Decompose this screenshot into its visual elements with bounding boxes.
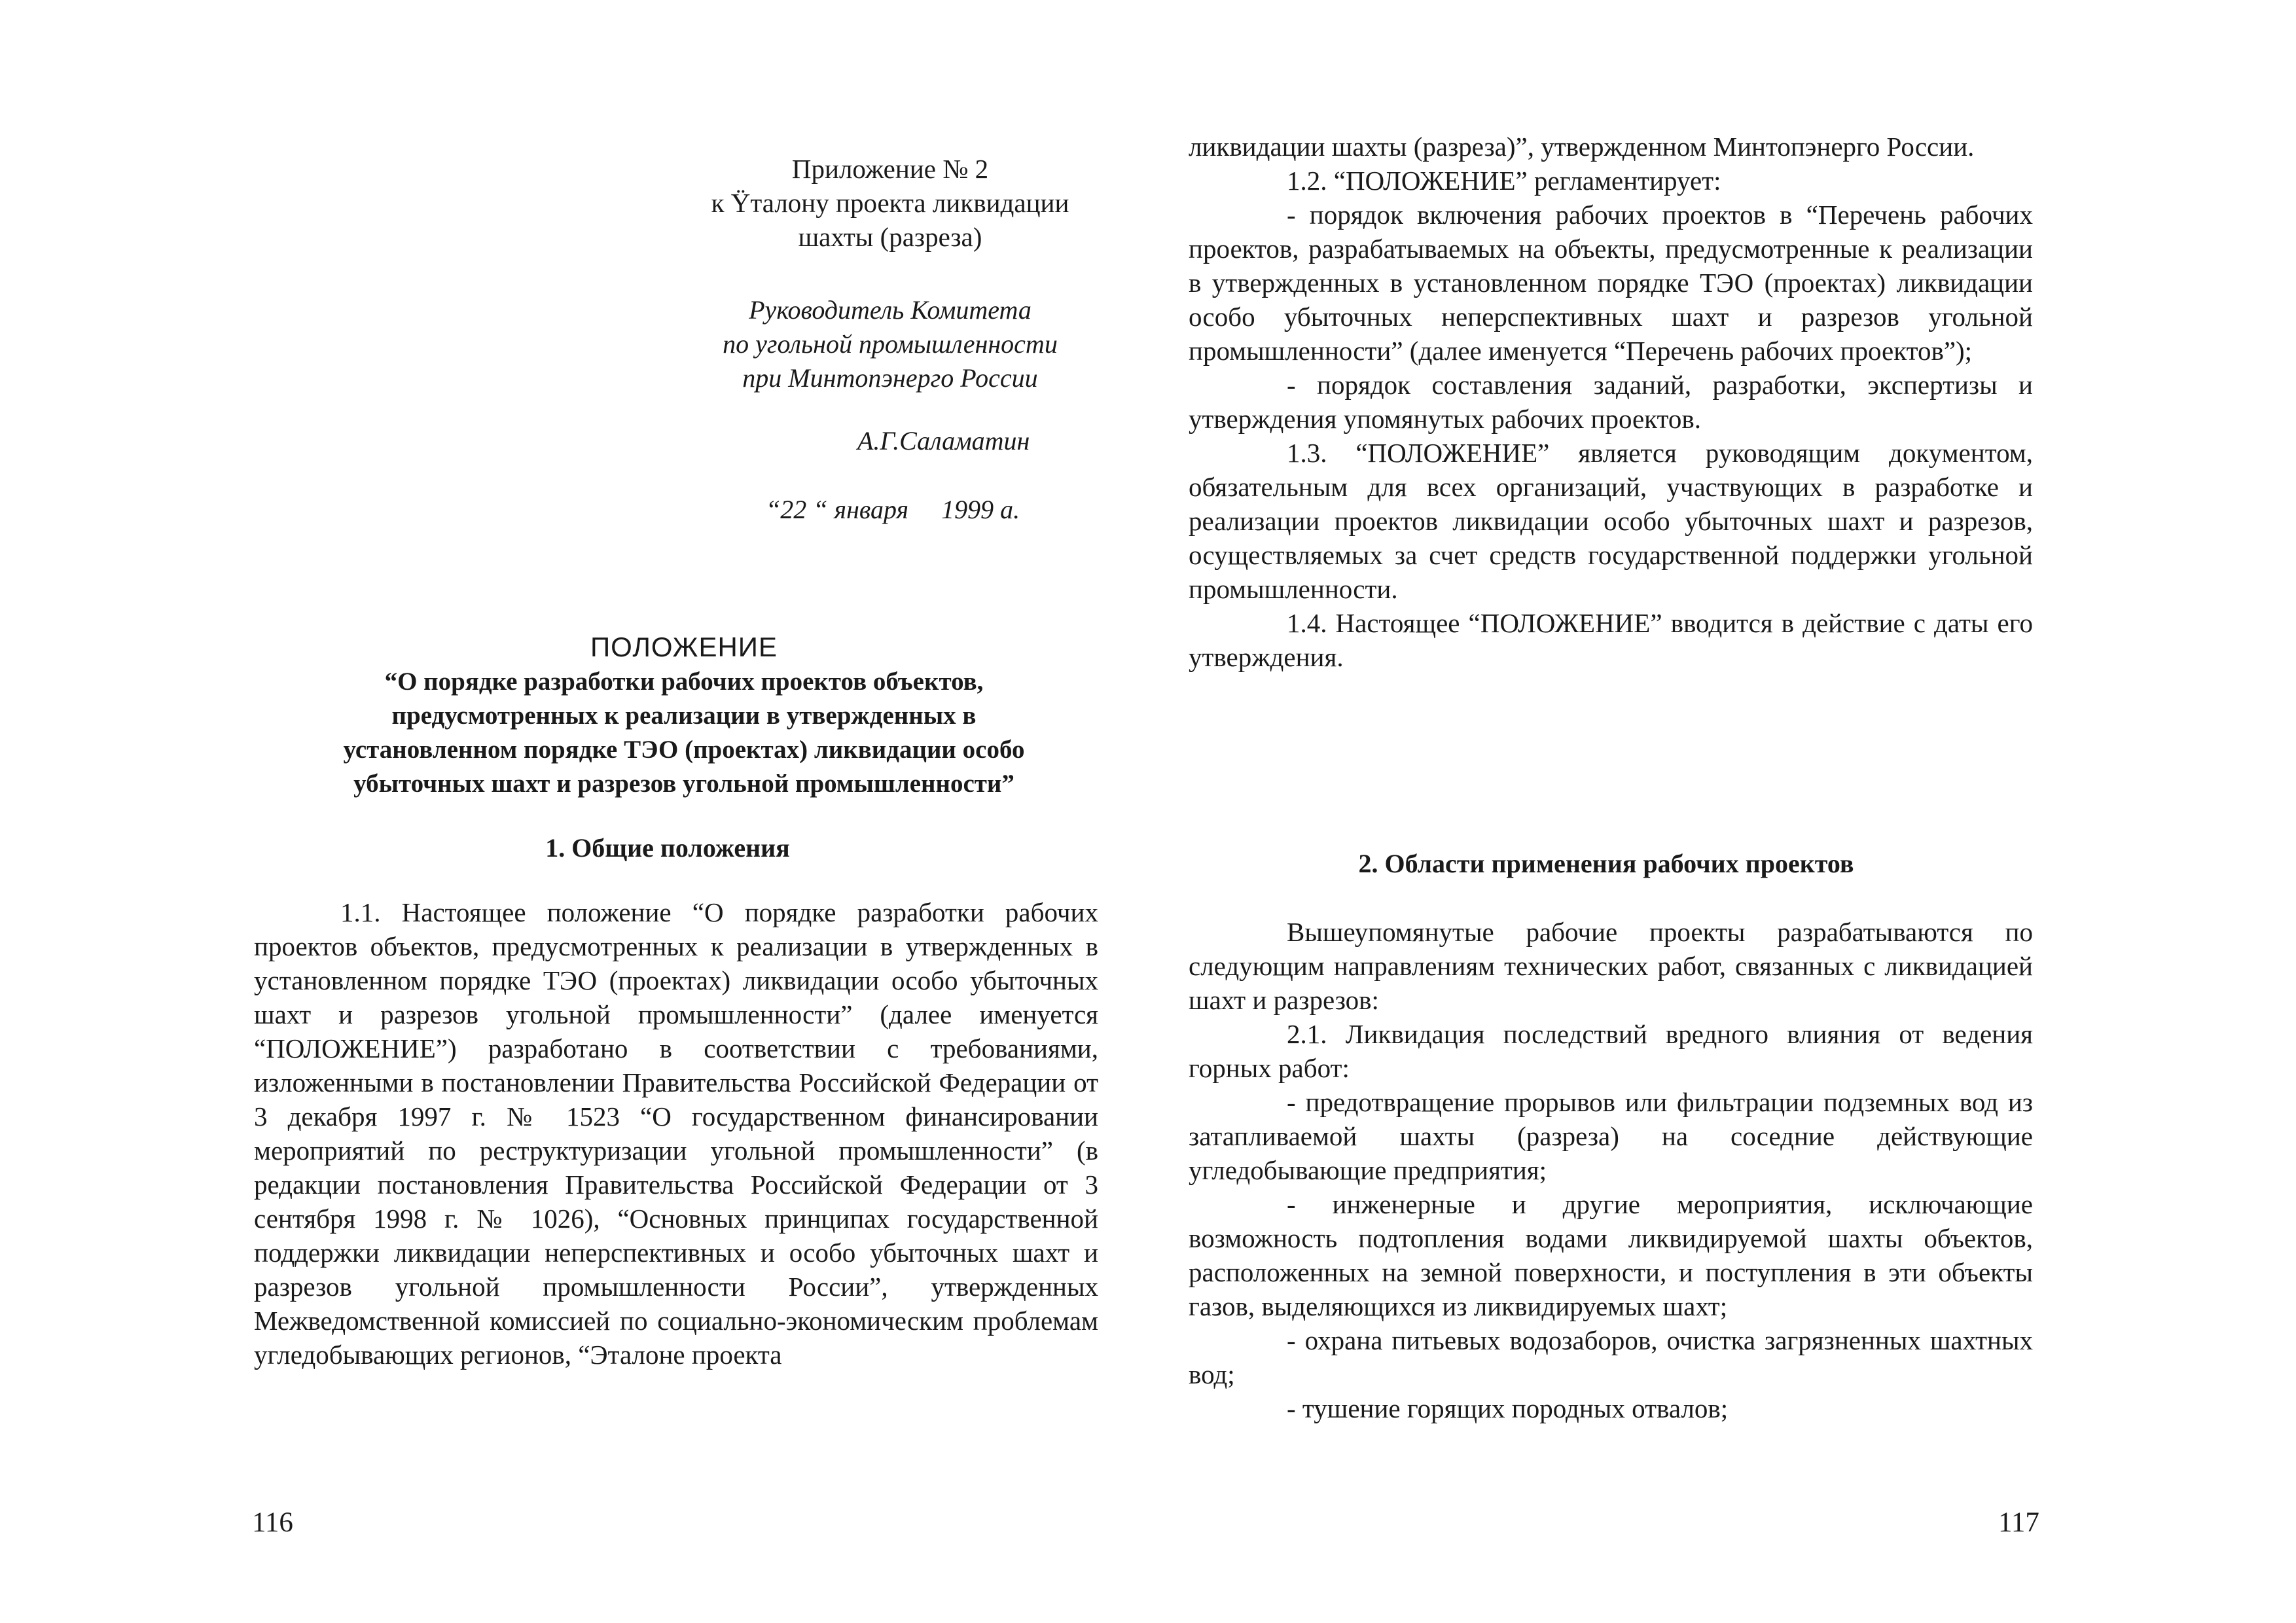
title-main: ПОЛОЖЕНИЕ [590, 632, 778, 662]
appendix-line: шахты (разреза) [798, 222, 982, 252]
paragraph-1-2: 1.2. “ПОЛОЖЕНИЕ” регламентирует: [1287, 166, 1721, 196]
section-1-heading: 1. Общие положения [545, 833, 790, 863]
title-subline: предусмотренных к реализации в утвержденных в [391, 702, 977, 730]
approval-date: “22 “ января 1999 а. [766, 495, 1020, 524]
approval-block [655, 293, 1126, 395]
document-title [249, 630, 1119, 801]
paragraph-1-1: 1.1. Настоящее положение “О порядке разработки рабочих проектов объектов, предусмотренных к реализации в утвержденных в установленном порядке ТЭО (проектах) ликвидации особо убыточных шахт и разрезов угольной промышленности” (далее именуется “ПОЛОЖЕНИЕ”) разработано в соответствии с требованиями, изложенными в постановлении Правительства Российской Федерации от 3 декабря 1997 г. № 1523 “О государственном финансировании мероприятий по реструктуризации угольной промышленности” (в редакции постановления Правительства Российской Федерации от 3 сентября 1998 г. № 1026), “Основных принципах государственной поддержки ликвидации неперспективных и особо убыточных шахт и разрезов угольной промышленности России”, утвержденных Межведомственной комиссией по социально-экономическим проблемам угледобывающих регионов, “Эталоне проекта [254, 897, 1098, 1370]
title-subline: убыточных шахт и разрезов угольной промышленности” [353, 770, 1014, 798]
right-page [1148, 0, 2296, 1623]
paragraph-2-1: 2.1. Ликвидация последствий вредного влияния от ведения горных работ: [1189, 1019, 2033, 1083]
appendix-line: к Ÿталону проекта ликвидации [711, 188, 1069, 218]
title-subline: “О порядке разработки рабочих проектов объектов, [384, 668, 984, 696]
paragraph-1-2-b: - порядок составления заданий, разработки, экспертизы и утверждения упомянутых рабочих проектов. [1189, 370, 2033, 434]
approval-line: Руководитель Комитета [749, 295, 1031, 325]
appendix-line: Приложение № 2 [791, 154, 989, 184]
right-body-bottom [1189, 915, 2033, 1425]
page-number: 117 [1998, 1507, 2039, 1538]
paragraph-continuation: ликвидации шахты (разреза)”, утвержденном Минтопэнерго России. [1189, 132, 1975, 162]
section-2-heading: 2. Области применения рабочих проектов [1358, 849, 1854, 878]
paragraph-intro: Вышеупомянутые рабочие проекты разрабатываются по следующим направлениям технических работ, связанных с ликвидацией шахт и разрезов: [1189, 917, 2033, 1015]
paragraph-2-1-d: - тушение горящих породных отвалов; [1287, 1393, 1729, 1423]
right-body-top [1189, 130, 2033, 674]
appendix-header [655, 152, 1126, 254]
approval-line: при Минтопэнерго России [742, 363, 1038, 393]
left-body-text [254, 895, 1098, 1372]
paragraph-1-3: 1.3. “ПОЛОЖЕНИЕ” является руководящим документом, обязательным для всех организаций, участвующих в разработке и реализации проектов ликвидации особо убыточных шахт и разрезов, осуществляемых за счет средств государственной поддержки угольной промышленности. [1189, 438, 2033, 604]
approval-line: по угольной промышленности [723, 329, 1058, 359]
paragraph-2-1-c: - охрана питьевых водозаборов, очистка загрязненных шахтных вод; [1189, 1325, 2033, 1389]
paragraph-1-2-a: - порядок включения рабочих проектов в “Перечень рабочих проектов, разрабатываемых на объекты, предусмотренные к реализации в утвержденных в установленном порядке ТЭО (проектах) ликвидации особо убыточных неперспективных шахт и разрезов угольной промышленности” (далее именуется “Перечень рабочих проектов”); [1189, 200, 2033, 366]
paragraph-2-1-b: - инженерные и другие мероприятия, исключающие возможность подтопления водами ликвидируемой шахты объектов, расположенных на земной поверхности, и поступления в эти объекты газов, выделяющихся из ликвидируемых шахт; [1189, 1189, 2033, 1321]
signer-name: А.Г.Саламатин [857, 426, 1030, 455]
paragraph-1-4: 1.4. Настоящее “ПОЛОЖЕНИЕ” вводится в действие с даты его утверждения. [1189, 608, 2033, 672]
page-number: 116 [252, 1507, 293, 1538]
title-subline: установленном порядке ТЭО (проектах) ликвидации особо [343, 736, 1025, 764]
paragraph-2-1-a: - предотвращение прорывов или фильтрации подземных вод из затапливаемой шахты (разреза) на соседние действующие угледобывающие предприятия; [1189, 1087, 2033, 1185]
